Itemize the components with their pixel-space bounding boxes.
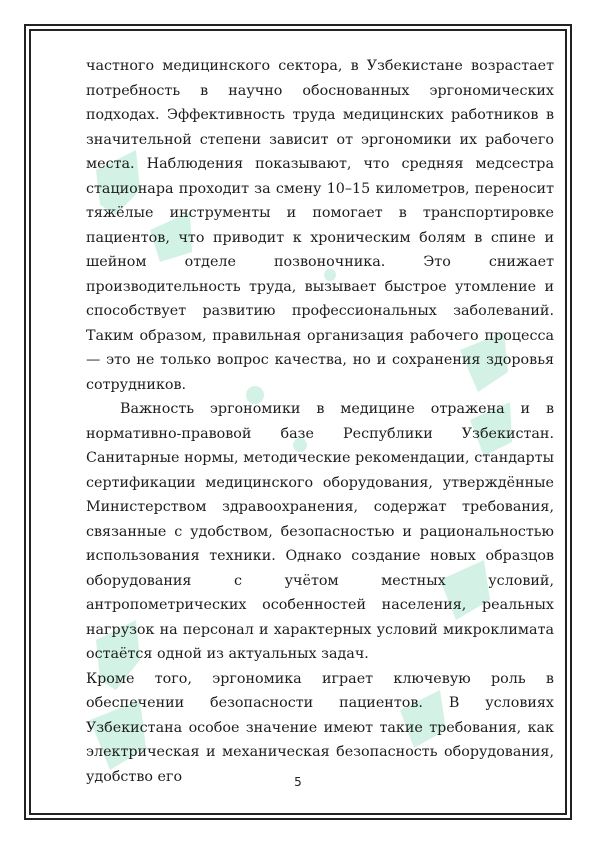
document-body <box>86 54 554 789</box>
page-number: 5 <box>294 775 302 789</box>
paragraph-2: Важность эргономики в медицине отражена и в нормативно-правовой базе Республики Узбекистан. Санитарные нормы, методические рекомендации, стандарты сертификации медицинского оборудования, утверждённые Министерством здравоохранения, содержат требования, связанные с удобством, безопасностью и рациональностью использования техники. Однако создание новых образцов оборудования с учётом местных условий, антропометрических особенностей населения, реальных нагрузок на персонал и характерных условий микроклимата остаётся одной из актуальных задач. <box>86 401 554 662</box>
paragraph-3: Кроме того, эргономика играет ключевую роль в обеспечении безопасности пациентов. В условиях Узбекистана особое значение имеют такие требования, как электрическая и механическая безопасность оборудования, удобство его <box>86 670 554 785</box>
paragraph-1: частного медицинского сектора, в Узбекистане возрастает потребность в научно обоснованных эргономических подходах. Эффективность труда медицинских работников в значительной степени зависит от эргономики их рабочего места. Наблюдения показывают, что средняя медсестра стационара проходит за смену 10–15 километров, переносит тяжёлые инструменты и помогает в транспортировке пациентов, что приводит к хроническим болям в спине и шейном отделе позвоночника. Это снижает производительность труда, вызывает быстрое утомление и способствует развитию профессиональных заболеваний. Таким образом, правильная организация рабочего процесса — это не только вопрос качества, но и сохранения здоровья сотрудников. <box>86 58 554 393</box>
